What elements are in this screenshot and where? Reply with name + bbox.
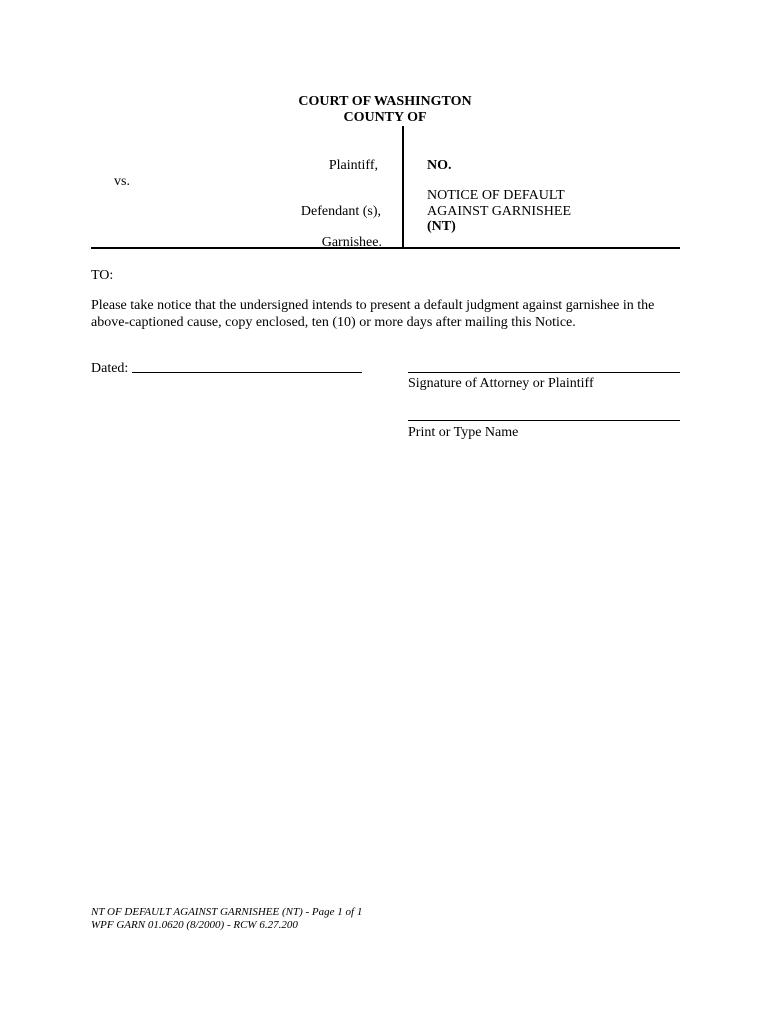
signature-label: Signature of Attorney or Plaintiff: [408, 376, 594, 391]
garnishee-label: Garnishee.: [321, 235, 382, 250]
footer-line-1: NT OF DEFAULT AGAINST GARNISHEE (NT) - Page 1 of 1: [91, 906, 363, 918]
notice-paragraph: Please take notice that the undersigned intends to present a default judgment against garnishee in the above-captioned cause, copy enclosed, ten (10) or more days after mailing this Notice.: [91, 298, 655, 330]
case-number-label: NO.: [427, 158, 452, 173]
dated-label: Dated:: [91, 361, 129, 376]
print-name-label: Print or Type Name: [408, 425, 519, 440]
document-code: (NT): [427, 219, 456, 234]
footer-line-2: WPF GARN 01.0620 (8/2000) - RCW 6.27.200: [91, 919, 298, 931]
document-title-line2: AGAINST GARNISHEE: [427, 204, 572, 219]
dated-line[interactable]: [132, 372, 362, 373]
caption-vertical-divider: [402, 126, 404, 247]
plaintiff-label: Plaintiff,: [328, 158, 378, 173]
court-name: COURT OF WASHINGTON: [298, 94, 472, 109]
court-heading: [0, 94, 770, 126]
versus-label: vs.: [114, 174, 130, 189]
to-label: TO:: [91, 268, 114, 283]
print-name-line[interactable]: [408, 420, 680, 421]
caption-horizontal-divider: [91, 247, 680, 249]
defendant-label: Defendant (s),: [300, 204, 381, 219]
county-name: COUNTY OF: [343, 110, 427, 125]
document-title-line1: NOTICE OF DEFAULT: [427, 188, 565, 203]
page-footer: [91, 906, 362, 932]
signature-line[interactable]: [408, 372, 680, 373]
